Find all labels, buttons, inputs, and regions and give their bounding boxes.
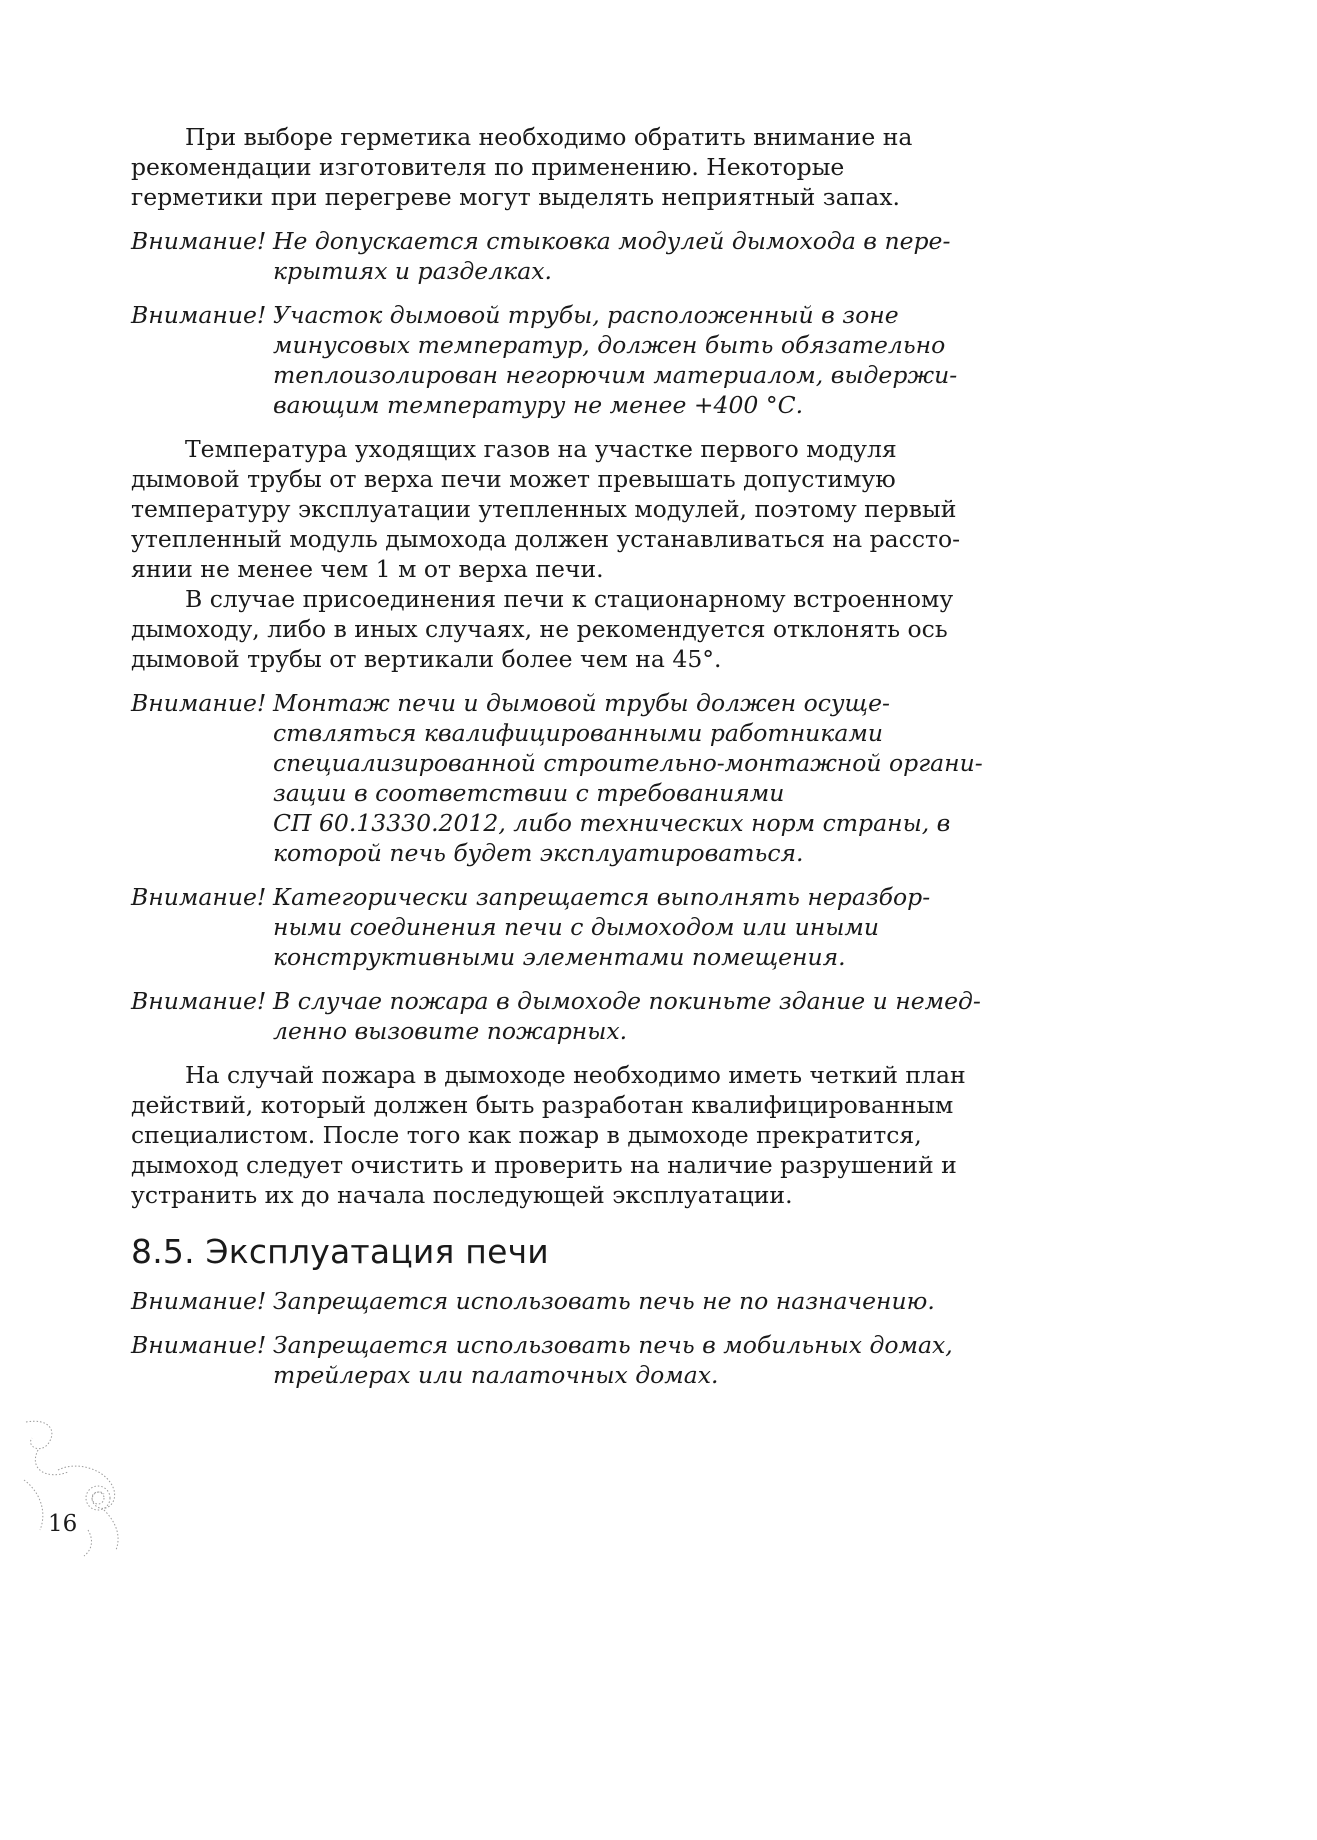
paragraph-line: При выборе герметика необходимо обратить внимание на bbox=[185, 123, 913, 151]
paragraph-line: температуру эксплуатации утепленных модулей, поэтому первый bbox=[131, 495, 957, 523]
warning-label: Внимание! bbox=[131, 227, 267, 255]
paragraph-line: Температура уходящих газов на участке первого модуля bbox=[185, 435, 897, 463]
warning-text: крытиях и разделках. bbox=[273, 257, 552, 285]
paragraph-line: На случай пожара в дымоходе необходимо иметь четкий план bbox=[185, 1061, 966, 1089]
warning-note bbox=[131, 688, 1007, 868]
warning-label: Внимание! bbox=[131, 1331, 267, 1359]
paragraph-line: В случае присоединения печи к стационарному встроенному bbox=[185, 585, 954, 613]
page-number: 16 bbox=[48, 1511, 78, 1537]
warning-text: ленно вызовите пожарных. bbox=[273, 1017, 628, 1045]
swirl-ornament-icon bbox=[18, 1410, 148, 1560]
warning-text: Участок дымовой трубы, расположенный в зоне bbox=[273, 301, 899, 329]
warning-note bbox=[131, 882, 1007, 972]
warning-note bbox=[131, 1330, 1007, 1390]
warning-note bbox=[131, 1286, 1007, 1316]
warning-text: Запрещается использовать печь не по назначению. bbox=[273, 1287, 935, 1315]
warning-text: которой печь будет эксплуатироваться. bbox=[273, 839, 804, 867]
warning-text: вающим температуру не менее +400 °С. bbox=[273, 391, 804, 419]
warning-label: Внимание! bbox=[131, 1287, 267, 1315]
paragraph-line: дымоходу, либо в иных случаях, не рекомендуется отклонять ось bbox=[131, 615, 948, 643]
warning-text: Категорически запрещается выполнять неразбор- bbox=[273, 883, 931, 911]
warning-text: Монтаж печи и дымовой трубы должен осуще- bbox=[273, 689, 890, 717]
warning-label: Внимание! bbox=[131, 689, 267, 717]
warning-text: СП 60.13330.2012, либо технических норм страны, в bbox=[273, 809, 951, 837]
warning-text: теплоизолирован негорючим материалом, выдержи- bbox=[273, 361, 958, 389]
paragraph-line: дымовой трубы от вертикали более чем на 45°. bbox=[131, 645, 722, 673]
warning-note bbox=[131, 986, 1007, 1046]
warning-label: Внимание! bbox=[131, 301, 267, 329]
paragraph-line: янии не менее чем 1 м от верха печи. bbox=[131, 555, 604, 583]
warning-text: ными соединения печи с дымоходом или иными bbox=[273, 913, 880, 941]
warning-note bbox=[131, 226, 1007, 286]
paragraph-line: герметики при перегреве могут выделять неприятный запах. bbox=[131, 183, 901, 211]
paragraph bbox=[131, 584, 1007, 674]
paragraph-line: специалистом. После того как пожар в дымоходе прекратится, bbox=[131, 1121, 922, 1149]
warning-text: В случае пожара в дымоходе покиньте здание и немед- bbox=[273, 987, 981, 1015]
warning-text: трейлерах или палаточных домах. bbox=[273, 1361, 719, 1389]
warning-text: конструктивными элементами помещения. bbox=[273, 943, 846, 971]
paragraph-line: дымоход следует очистить и проверить на наличие разрушений и bbox=[131, 1151, 957, 1179]
warning-text: минусовых температур, должен быть обязательно bbox=[273, 331, 946, 359]
paragraph-line: устранить их до начала последующей эксплуатации. bbox=[131, 1181, 793, 1209]
warning-label: Внимание! bbox=[131, 883, 267, 911]
warning-text: ствляться квалифицированными работниками bbox=[273, 719, 883, 747]
paragraph-line: утепленный модуль дымохода должен устанавливаться на рассто- bbox=[131, 525, 961, 553]
paragraph bbox=[131, 1060, 1007, 1210]
warning-note bbox=[131, 300, 1007, 420]
section-heading: 8.5. Эксплуатация печи bbox=[131, 1232, 549, 1271]
paragraph bbox=[131, 434, 1007, 584]
page-content bbox=[131, 122, 1007, 1390]
paragraph bbox=[131, 122, 1007, 212]
paragraph-line: рекомендации изготовителя по применению. Некоторые bbox=[131, 153, 845, 181]
paragraph-line: дымовой трубы от верха печи может превышать допустимую bbox=[131, 465, 896, 493]
warning-label: Внимание! bbox=[131, 987, 267, 1015]
warning-text: зации в соответствии с требованиями bbox=[273, 779, 785, 807]
warning-text: специализированной строительно-монтажной органи- bbox=[273, 749, 983, 777]
warning-text: Не допускается стыковка модулей дымохода в пере- bbox=[273, 227, 951, 255]
paragraph-line: действий, который должен быть разработан квалифицированным bbox=[131, 1091, 954, 1119]
warning-text: Запрещается использовать печь в мобильных домах, bbox=[273, 1331, 953, 1359]
